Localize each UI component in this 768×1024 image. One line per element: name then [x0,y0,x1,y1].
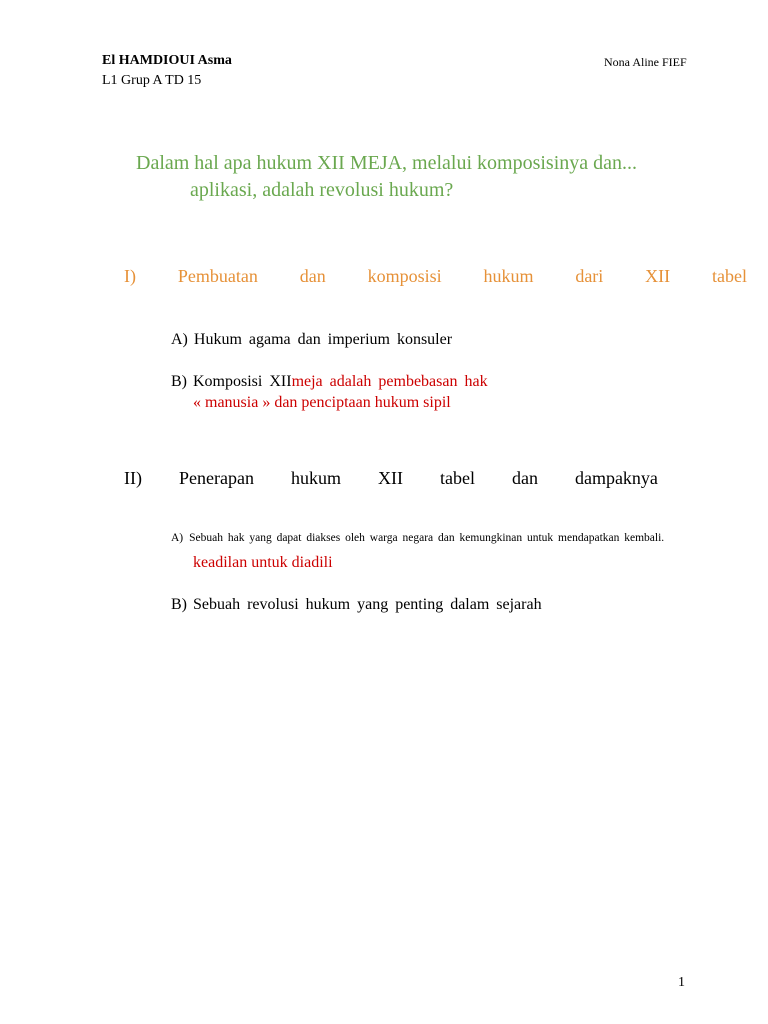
section-2-word: XII [377,468,403,488]
subitem-text-highlight: meja adalah pembebasan hak [291,373,488,390]
section-1-heading [124,266,747,287]
page-number: 1 [678,975,685,990]
section-2-subitem-a [171,532,664,544]
subitem-text: Sebuah revolusi hukum yang penting dalam sejarah [193,596,542,613]
professor-name: Nona Aline FIEF [604,55,687,69]
section-1-word: XII [645,266,671,286]
subitem-text: Hukum agama dan imperium konsuler [193,331,453,348]
section-2-word: Penerapan [178,468,254,488]
section-2-heading [124,468,658,489]
section-1-subitem-b-continuation: « manusia » dan penciptaan hukum sipil [193,394,451,411]
section-1-numeral: I) [124,266,136,286]
section-1-word: tabel [712,266,747,286]
section-2-word: dan [511,468,538,488]
subitem-label: B) [171,596,187,613]
section-1-word: hukum [483,266,534,286]
section-1-word: dan [299,266,326,286]
section-1-word: dari [575,266,604,286]
section-2-subitem-b [171,596,542,614]
section-2-subitem-a-continuation: keadilan untuk diadili [193,554,333,571]
subitem-label: A) [171,331,188,348]
section-1-subitem-a [171,331,452,349]
document-title-line-1: Dalam hal apa hukum XII MEJA, melalui komposisinya dan... [136,152,638,174]
section-2-word: dampaknya [574,468,658,488]
section-2-numeral: II) [124,468,142,488]
subitem-text [193,373,488,391]
subitem-text: Sebuah hak yang dapat diakses oleh warga negara dan kemungkinan untuk mendapatkan kembali. [189,532,665,544]
author-name: El HAMDIOUI Asma [102,53,232,68]
subitem-label: B) [171,373,187,390]
subitem-label: A) [171,532,184,544]
section-1-subitem-b [171,373,488,391]
group-label: L1 Grup A TD 15 [102,73,202,88]
section-1-word: komposisi [367,266,442,286]
document-title-line-2: aplikasi, adalah revolusi hukum? [190,179,454,201]
section-2-word: hukum [290,468,341,488]
subitem-text-black: Komposisi XII [193,373,292,390]
section-2-word: tabel [439,468,475,488]
section-1-word: Pembuatan [177,266,258,286]
